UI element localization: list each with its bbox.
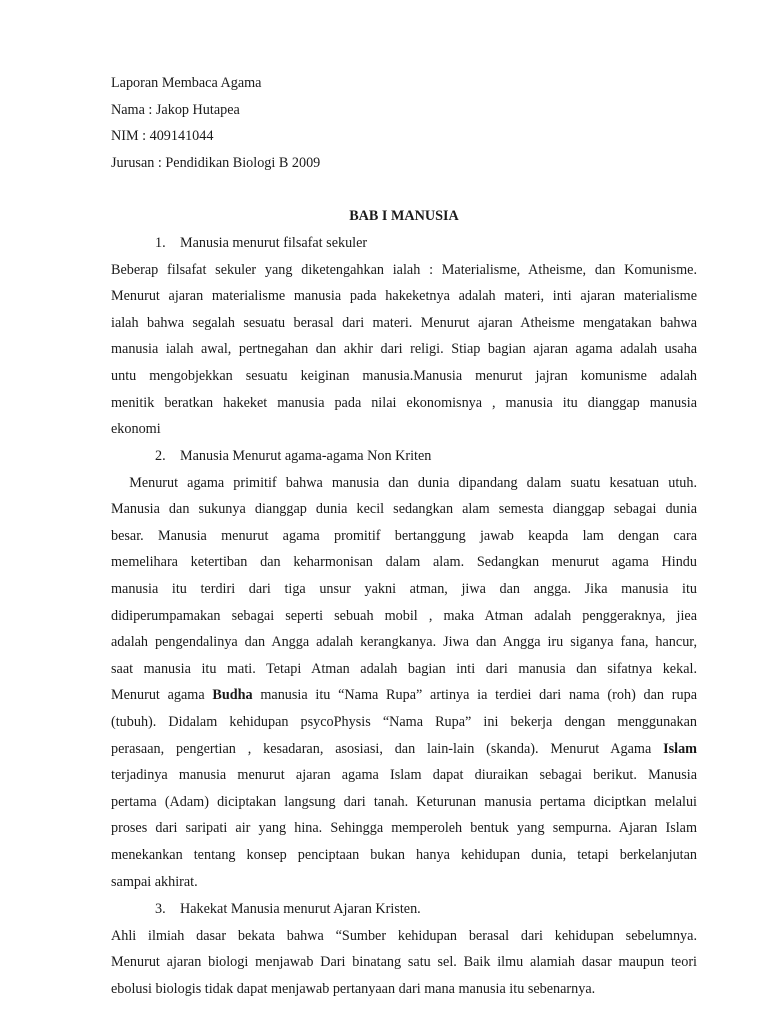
report-header [111, 70, 320, 176]
paragraph-line: menekankan tentang konsep penciptaan bukan hanya kehidupan dunia, tetapi berkelanjutan [111, 846, 697, 863]
budha-keyword: Budha [212, 687, 253, 704]
student-nim: NIM : 409141044 [111, 128, 214, 145]
islam-before: perasaan, pengertian , kesadaran, asosiasi, dan lain-lain (skanda). Menurut Agama [111, 740, 664, 757]
paragraph-line: manusia itu terdiri dari tiga unsur yakni atman, jiwa dan angga. Jika manusia itu [111, 580, 697, 597]
paragraph-line: Beberap filsafat sekuler yang diketengahkan ialah : Materialisme, Atheisme, dan Komunisme. [111, 261, 697, 278]
paragraph-line: menitik beratkan hakeket manusia pada nilai ekonomisnya , manusia itu dianggap manusia [111, 394, 697, 411]
paragraph-line: saat manusia itu mati. Tetapi Atman adalah bagian inti dari manusia dan sifatnya kekal. [111, 660, 697, 677]
paragraph-line [111, 736, 697, 763]
report-title: Laporan Membaca Agama [111, 75, 262, 91]
section-1-heading [111, 230, 697, 257]
islam-keyword: Islam [663, 740, 697, 757]
paragraph-line: ekonomi [111, 421, 161, 438]
paragraph-line: memelihara ketertiban dan keharmonisan dalam alam. Sedangkan menurut agama Hindu [111, 554, 697, 571]
budha-after: manusia itu “Nama Rupa” artinya ia terdiei dari nama (roh) dan rupa [252, 687, 697, 704]
section-2-number: 2. [155, 448, 166, 464]
paragraph-line: proses dari saripati air yang hina. Sehingga memperoleh bentuk yang sempurna. Ajaran Islam [111, 820, 697, 837]
section-2-title: Manusia Menurut agama-agama Non Kriten [180, 448, 432, 464]
section-2 [111, 443, 697, 895]
paragraph-line: Menurut ajaran materialisme manusia pada hakeketnya adalah materi, inti ajaran materialisme [111, 288, 697, 305]
paragraph-line: Manusia dan sukunya dianggap dunia kecil sedangkan alam semesta dianggap sebagai dunia [111, 501, 697, 518]
paragraph-line: terjadinya manusia menurut ajaran agama Islam dapat diuraikan sebagai berikut. Manusia [111, 767, 697, 784]
paragraph-line: pertama (Adam) diciptakan langsung dari tanah. Keturunan manusia pertama diciptkan melalui [111, 793, 697, 810]
section-1-title: Manusia menurut filsafat sekuler [180, 235, 368, 251]
paragraph-line: manusia ialah awal, pertnegahan dan akhir dari religi. Stiap bagian ajaran agama adalah usaha [111, 341, 697, 358]
paragraph-line: adalah pengendalinya dan Angga adalah kerangkanya. Jiwa dan Angga iru siganya fana, hancur, [111, 634, 697, 651]
paragraph-line [111, 682, 697, 709]
paragraph-line: Menurut ajaran biologi menjawab Dari binatang satu sel. Baik ilmu alamiah dasar maupun teori [111, 954, 697, 971]
paragraph-line: sampai akhirat. [111, 873, 198, 890]
paragraph-line: Ahli ilmiah dasar bekata bahwa “Sumber kehidupan berasal dari kehidupan sebelumnya. [111, 927, 697, 944]
paragraph-line: (tubuh). Didalam kehidupan psycoPhysis “Nama Rupa” ini bekerja dengan menggunakan [111, 713, 697, 730]
paragraph-line: didiperumpamakan sebagai seperti sebuah mobil , maka Atman adalah penggeraknya, jiea [111, 607, 697, 624]
section-2-heading [111, 443, 697, 470]
paragraph-line: ebolusi biologis tidak dapat menjawab pertanyaan dari mana manusia itu sebenarnya. [111, 980, 596, 997]
section-3-number: 3. [155, 901, 166, 917]
section-3-heading [111, 896, 697, 923]
paragraph-line: besar. Manusia menurut agama promitif bertanggung jawab keapda lam dengan cara [111, 527, 697, 544]
paragraph-line: Menurut agama primitif bahwa manusia dan dunia dipandang dalam suatu kesatuan utuh. [111, 474, 697, 491]
chapter-title: BAB I MANUSIA [349, 208, 459, 224]
student-major: Jurusan : Pendidikan Biologi B 2009 [111, 154, 321, 171]
section-3 [111, 896, 697, 1002]
section-3-title: Hakekat Manusia menurut Ajaran Kristen. [180, 901, 421, 917]
paragraph-line: untu mengobjekkan sesuatu keiginan manusia.Manusia menurut jajran komunisme adalah [111, 367, 697, 384]
paragraph-line: ialah bahwa segalah sesuatu berasal dari materi. Menurut ajaran Atheisme mengatakan bahwa [111, 314, 697, 331]
student-name: Nama : Jakop Hutapea [111, 101, 240, 118]
budha-before: Menurut agama [111, 687, 213, 704]
section-1-number: 1. [155, 235, 166, 251]
section-1 [111, 230, 697, 443]
